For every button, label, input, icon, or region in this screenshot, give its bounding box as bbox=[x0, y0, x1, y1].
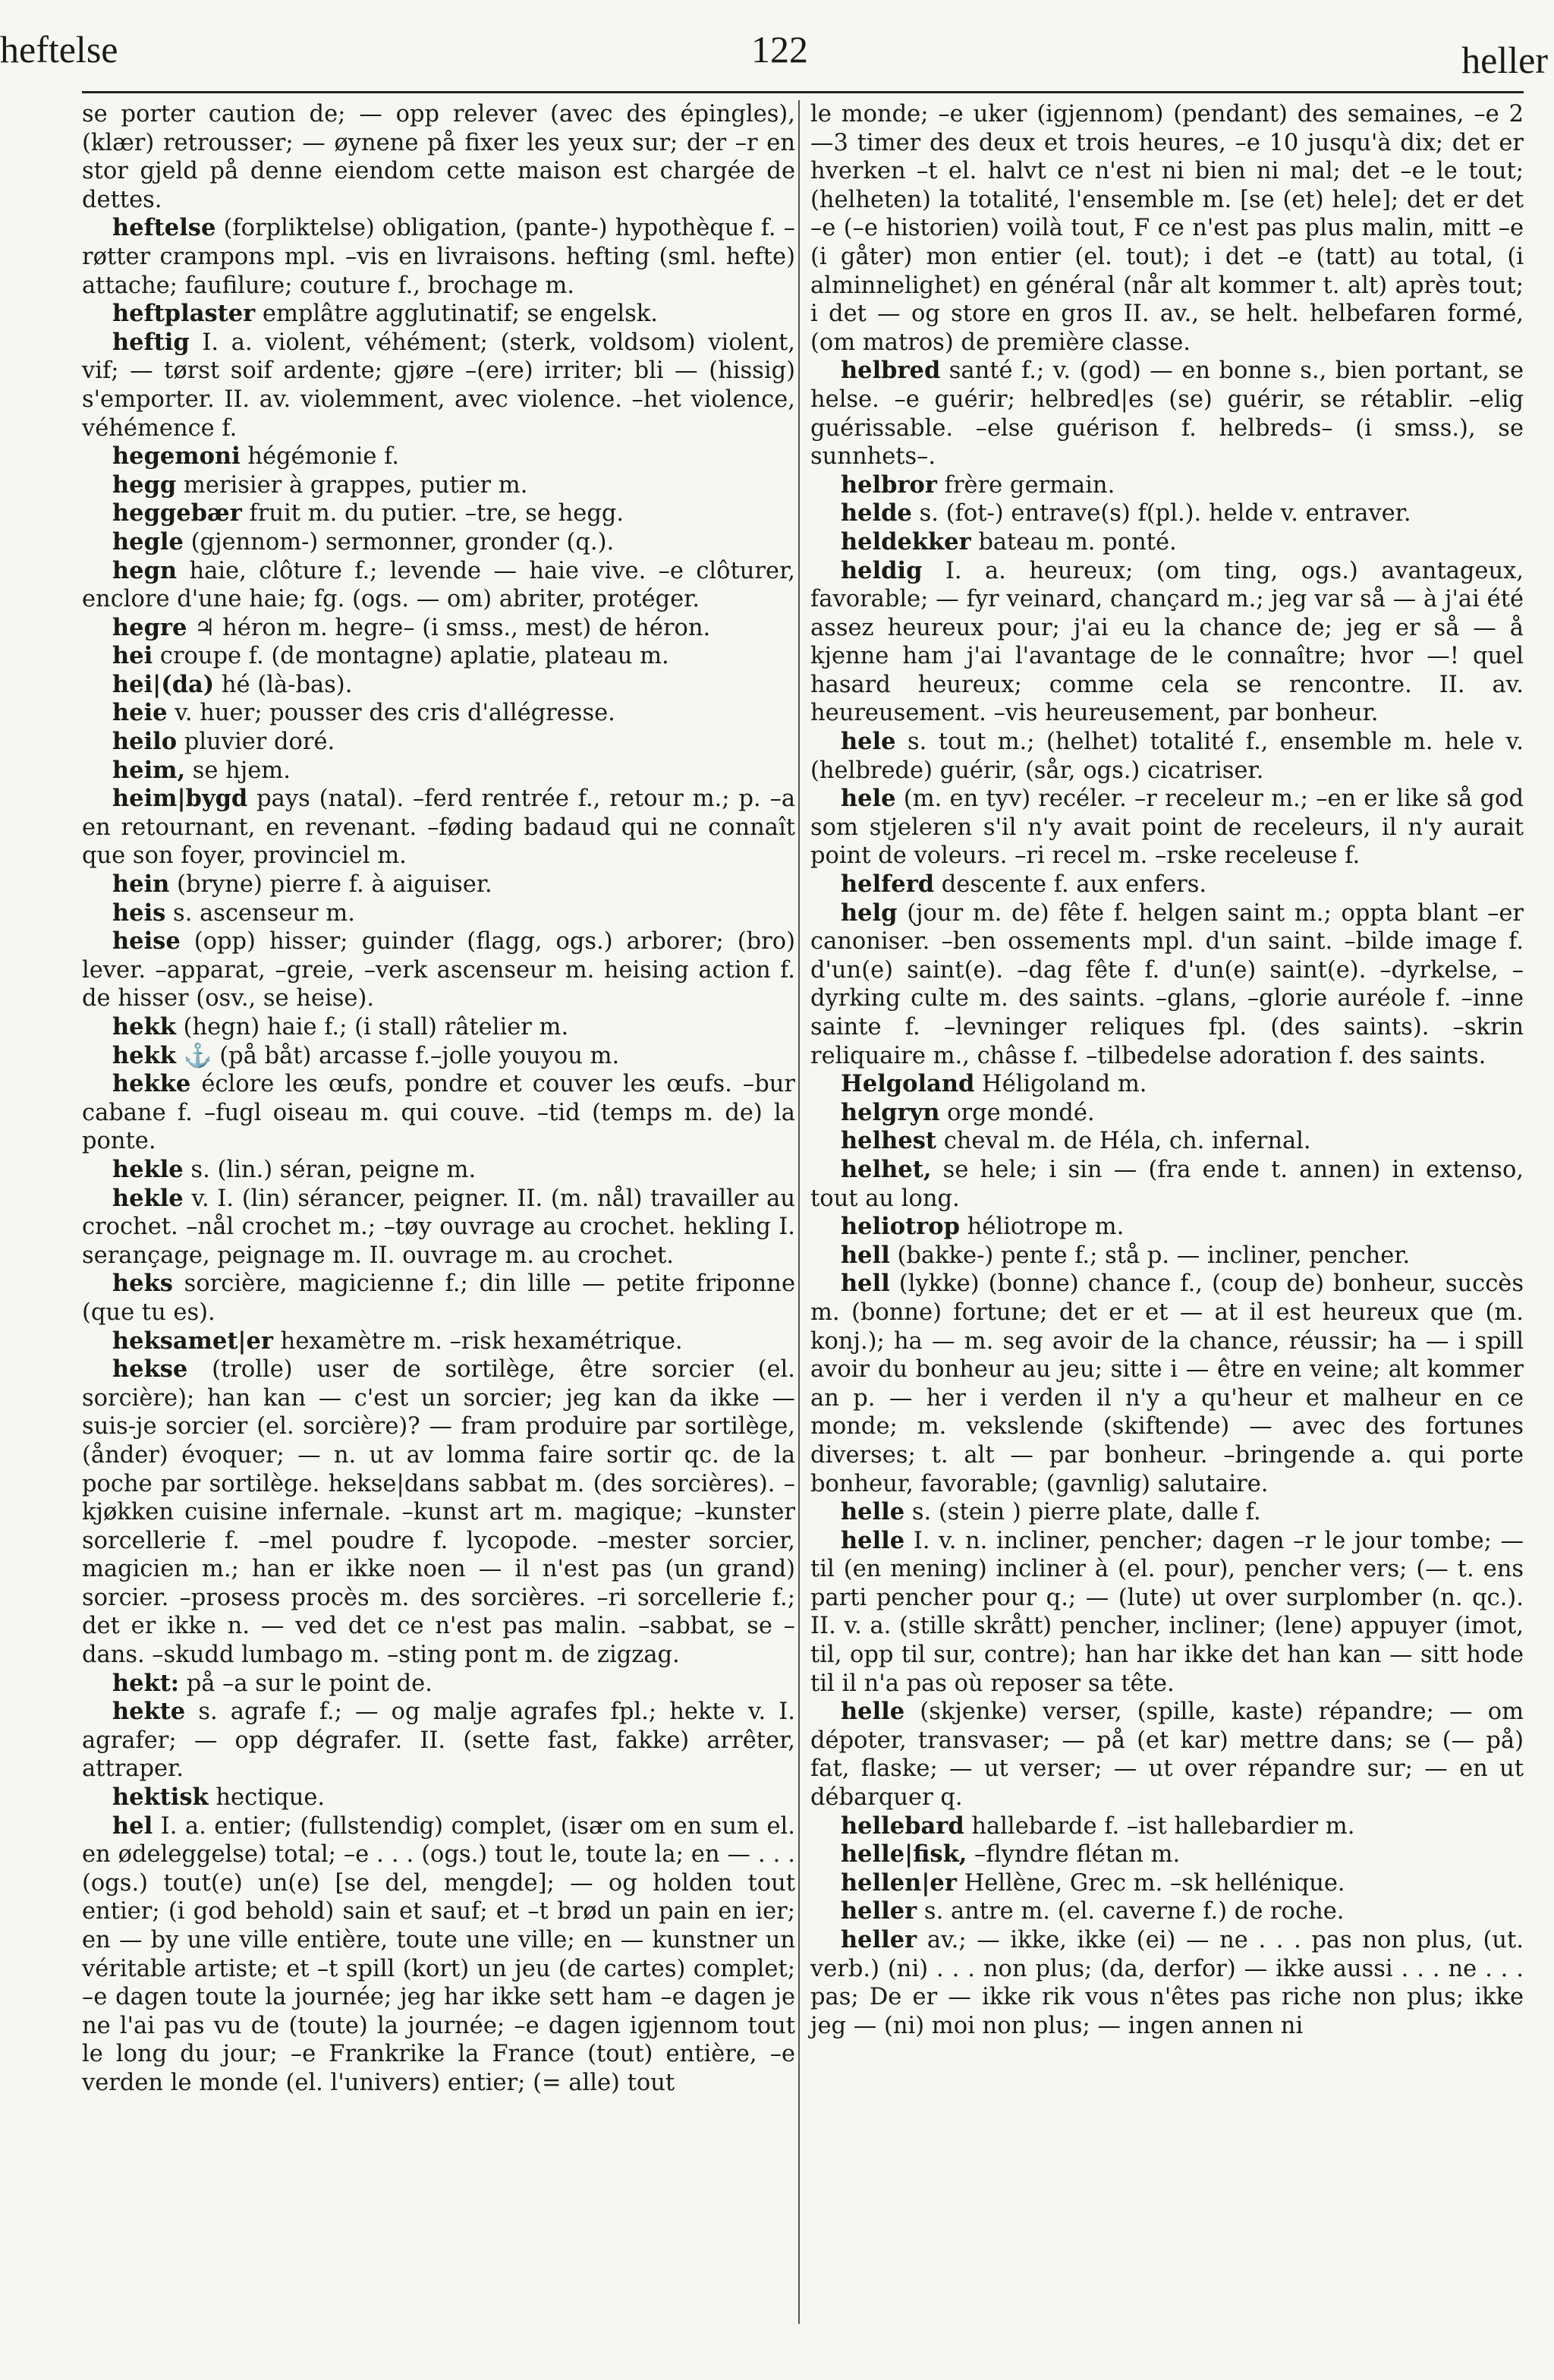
dictionary-entry: hekt: på –a sur le point de. bbox=[112, 1669, 433, 1697]
dictionary-entry: se porter caution de; — opp relever (avec des épingles), (klær) retrousser; — øynene på fixer les yeux sur; der –r en stor gjeld på denne eiendom cette maison est chargée de dettes. bbox=[82, 101, 795, 213]
dictionary-entry: heller av.; — ikke, ikke (ei) — ne . . . pas non plus, (ut. verb.) (ni) . . . non plus; (da, derfor) — ikke aussi . . . ne . . . pas; De er — ikke rik vous n'êtes pas riche non plus; ikke jeg — (ni) moi non plus; — ingen annen ni bbox=[810, 1926, 1524, 2039]
dictionary-entry: helhest cheval m. de Héla, ch. infernal. bbox=[841, 1127, 1311, 1155]
dictionary-entry: helle (skjenke) verser, (spille, kaste) répandre; — om dépoter, transvaser; — på (et kar) mettre dans; se (— på) fat, flaske; — ut verser; — ut over répandre sur; — en ut débarquer q. bbox=[810, 1698, 1524, 1812]
dictionary-entry: helg (jour m. de) fête f. helgen saint m.; oppta blant –er canoniser. –ben ossements mpl. d'un saint. –bilde image f. d'un(e) saint(e). –dag fête f. d'un(e) saint(e). –dyrkelse, –dyrking culte m. des saints. –glans, –glorie auréole f. –inne sainte f. –levninger reliques fpl. (des saints). –skrin reliquaire m., châsse f. –tilbedelse adoration f. des saints. bbox=[810, 899, 1524, 1069]
dictionary-entry: hellen|er Hellène, Grec m. –sk hellénique. bbox=[841, 1868, 1345, 1897]
dictionary-entry: helbred santé f.; v. (god) — en bonne s., bien portant, se helse. –e guérir; helbred|es (se) guérir, se rétablir. –elig guérissable. –else guérison f. helbreds– (i smss.), se sunnhets–. bbox=[810, 357, 1524, 471]
dictionary-entry: hell (bakke-) pente f.; stå p. — incliner, pencher. bbox=[841, 1241, 1411, 1269]
dictionary-entry: hele (m. en tyv) recéler. –r receleur m.; –en er like så god som stjeleren s'il n'y avait point de receleurs, il n'y aurait point de voleurs. –ri recel m. –rske receleuse f. bbox=[810, 785, 1524, 870]
dictionary-entry: hekte s. agrafe f.; — og malje agrafes fpl.; hekte v. I. agrafer; — opp dégrafer. II. (sette fast, fakke) arrêter, attraper. bbox=[82, 1698, 795, 1783]
dictionary-entry: hegre ♃ héron m. hegre– (i smss., mest) de héron. bbox=[112, 613, 711, 641]
page-number: 122 bbox=[751, 28, 808, 71]
dictionary-entry: Helgoland Héligoland m. bbox=[841, 1070, 1147, 1098]
dictionary-entry: helhet, se hele; i sin — (fra ende t. annen) in extenso, tout au long. bbox=[810, 1155, 1524, 1212]
dictionary-entry: heldig I. a. heureux; (om ting, ogs.) avantageux, favorable; — fyr veinard, chançard m.; jeg var så — à j'ai été assez heureux pour; j'ai eu la chance de; jeg er så — å kjenne ham j'ai l'avantage de le connaître; hvor —! quel hasard heureux; comme cela se rencontre. II. av. heureusement. –vis heureusement, par bonheur. bbox=[810, 556, 1524, 727]
dictionary-entry: hegn haie, clôture f.; levende — haie vive. –e clôturer, enclore d'une haie; fg. (ogs. — om) abriter, protéger. bbox=[82, 556, 795, 613]
left-column bbox=[82, 100, 795, 2098]
dictionary-entry: helgryn orge mondé. bbox=[841, 1098, 1095, 1126]
dictionary-entry: hei|(da) hé (là-bas). bbox=[112, 670, 353, 698]
dictionary-entry: heldekker bateau m. ponté. bbox=[841, 527, 1177, 556]
dictionary-entry: hekse (trolle) user de sortilège, être sorcier (el. sorcière); han kan — c'est un sorcier; jeg kan da ikke — suis-je sorcier (el. sorcière)? — fram produire par sortilège, (ånder) évoquer; — n. ut av lomma faire sortir qc. de la poche par sortilège. hekse|dans sabbat m. (des sorcières). –kjøkken cuisine infernale. –kunst art m. magique; –kunster sorcellerie f. –mel poudre f. lycopode. –mester sorcier, magicien m.; han er ikke noen — il n'est pas (un grand) sorcier. –prosess procès m. des sorcières. –ri sorcellerie f.; det er ikke n. — ved det ce n'est pas malin. –sabbat, se –dans. –skudd lumbago m. –sting pont m. de zigzag. bbox=[82, 1355, 795, 1669]
dictionary-entry: hegg merisier à grappes, putier m. bbox=[112, 471, 528, 499]
dictionary-entry: hei croupe f. (de montagne) aplatie, plateau m. bbox=[112, 642, 669, 670]
dictionary-entry: hele s. tout m.; (helhet) totalité f., ensemble m. hele v. (helbrede) guérir, (sår, ogs.) cicatriser. bbox=[810, 728, 1524, 784]
page-header bbox=[0, 0, 1554, 90]
dictionary-entry: helde s. (fot-) entrave(s) f(pl.). helde v. entraver. bbox=[841, 499, 1411, 527]
dictionary-entry: hellebard hallebarde f. –ist hallebardier m. bbox=[841, 1812, 1355, 1840]
column-divider bbox=[798, 100, 800, 2324]
dictionary-entry: heim|bygd pays (natal). –ferd rentrée f., retour m.; p. –a en retournant, en revenant. –føding badaud qui ne connaît que son foyer, provinciel m. bbox=[82, 785, 795, 870]
dictionary-entry: heie v. huer; pousser des cris d'allégresse. bbox=[112, 699, 615, 727]
header-rule bbox=[82, 91, 1524, 93]
dictionary-entry: heilo pluvier doré. bbox=[112, 728, 335, 756]
dictionary-entry: helferd descente f. aux enfers. bbox=[841, 870, 1207, 899]
dictionary-entry: helle I. v. n. incliner, pencher; dagen –r le jour tombe; — til (en mening) incliner à (el. pour), pencher vers; (— t. ens parti pencher pour q.; — (lute) ut over surplomber (n. qc.). II. v. a. (stille skrått) pencher, incliner; (lene) appuyer (imot, til, opp til sur, contre); han har ikke det han kan — sitt hode til il n'a pas où reposer sa tête. bbox=[810, 1526, 1524, 1697]
dictionary-entry: heise (opp) hisser; guinder (flagg, ogs.) arborer; (bro) lever. –apparat, –greie, –verk ascenseur m. heising action f. de hisser (osv., se heise). bbox=[82, 927, 795, 1012]
dictionary-entry: heksamet|er hexamètre m. –risk hexamétrique. bbox=[112, 1327, 683, 1355]
dictionary-entry: le monde; –e uker (igjennom) (pendant) des semaines, –e 2—3 timer des deux et trois heures, –e 10 jusqu'à dix; det er hverken –t el. halvt ce n'est ni bien ni mal; det –e le tout; (helheten) la totalité, l'ensemble m. [se (et) hele]; det er det –e (–e historien) voilà tout, F ce n'est pas plus malin, mitt –e (i gåter) mon entier (el. tout); i det –e (tatt) au total, (i alminnelighet) en général (når alt kommer t. alt) après tout; i det — og store en gros II. av., se helt. helbefaren formé, (om matros) de première classe. bbox=[810, 101, 1524, 356]
right-guide-word: heller bbox=[1461, 39, 1548, 81]
left-guide-word: heftelse bbox=[0, 28, 118, 71]
dictionary-entry: heftelse (forpliktelse) obligation, (pante-) hypothèque f. –røtter crampons mpl. –vis en livraisons. hefting (sml. hefte) attache; faufilure; couture f., brochage m. bbox=[82, 214, 795, 299]
dictionary-entry: hektisk hectique. bbox=[112, 1783, 326, 1812]
dictionary-entry: heftplaster emplâtre agglutinatif; se engelsk. bbox=[112, 300, 658, 328]
dictionary-entry: heftig I. a. violent, véhément; (sterk, voldsom) violent, vif; — tørst soif ardente; gjøre –(ere) irriter; bli — (hissig) s'emporter. II. av. violemment, avec violence. –het violence, véhémence f. bbox=[82, 328, 795, 442]
dictionary-entry: hel I. a. entier; (fullstendig) complet, (især om en sum el. en ødeleggelse) total; –e . . . (ogs.) tout le, toute la; en — . . . (ogs.) tout(e) un(e) [se del, mengde]; — og holden tout entier; (i god behold) sain et sauf; et –t brød un pain en ier; en — by une ville entière, toute une ville; en — kunstner un véritable artiste; et –t spill (kort) un jeu (de cartes) complet; –e dagen toute la journée; jeg har ikke sett ham –e dagen je ne l'ai pas vu de (toute) la journée; –e dagen igjennom tout le long du jour; –e Frankrike la France (tout) entière, –e verden le monde (el. l'univers) entier; (= alle) tout bbox=[82, 1812, 795, 2096]
dictionary-entry: hegemoni hégémonie f. bbox=[112, 442, 399, 471]
dictionary-entry: helle s. (stein ) pierre plate, dalle f. bbox=[841, 1498, 1261, 1526]
dictionary-entry: hein (bryne) pierre f. à aiguiser. bbox=[112, 870, 492, 899]
dictionary-entry: hekk ⚓ (på båt) arcasse f.–jolle youyou m. bbox=[112, 1041, 620, 1069]
dictionary-entry: helbror frère germain. bbox=[841, 471, 1115, 499]
dictionary-entry: hekk (hegn) haie f.; (i stall) râtelier m. bbox=[112, 1013, 569, 1040]
dictionary-entry: heim, se hjem. bbox=[112, 756, 291, 784]
dictionary-entry: heis s. ascenseur m. bbox=[112, 899, 355, 927]
dictionary-entry: hekle s. (lin.) séran, peigne m. bbox=[112, 1155, 477, 1183]
dictionary-entry: heliotrop héliotrope m. bbox=[841, 1213, 1125, 1241]
right-column bbox=[810, 100, 1524, 2040]
dictionary-entry: heggebær fruit m. du putier. –tre, se hegg. bbox=[112, 499, 624, 527]
dictionary-entry: hell (lykke) (bonne) chance f., (coup de) bonheur, succès m. (bonne) fortune; det er et — at il est heureux que (m. konj.); ha — m. seg avoir de la chance, réussir; ha — i spill avoir du bonheur au jeu; sitte i — être en veine; alt kommer an p. — her i verden il n'y a qu'heur et malheur en ce monde; m. vekslende (skiftende) — avec des fortunes diverses; t. alt — par bonheur. –bringende a. qui porte bonheur, favorable; (gavnlig) salutaire. bbox=[810, 1270, 1524, 1497]
dictionary-entry: hekle v. I. (lin) sérancer, peigner. II. (m. nål) travailler au crochet. –nål crochet m.; –tøy ouvrage au crochet. hekling I. serançage, peignage m. II. ouvrage m. au crochet. bbox=[82, 1184, 795, 1269]
dictionary-entry: helle|fisk, –flyndre flétan m. bbox=[841, 1840, 1181, 1868]
dictionary-entry: heks sorcière, magicienne f.; din lille — petite friponne (que tu es). bbox=[82, 1270, 795, 1326]
dictionary-entry: heller s. antre m. (el. caverne f.) de roche. bbox=[841, 1897, 1345, 1925]
dictionary-entry: hekke éclore les œufs, pondre et couver les œufs. –bur cabane f. –fugl oiseau m. qui couve. –tid (temps m. de) la ponte. bbox=[82, 1070, 795, 1155]
dictionary-entry: hegle (gjennom-) sermonner, gronder (q.). bbox=[112, 527, 615, 556]
